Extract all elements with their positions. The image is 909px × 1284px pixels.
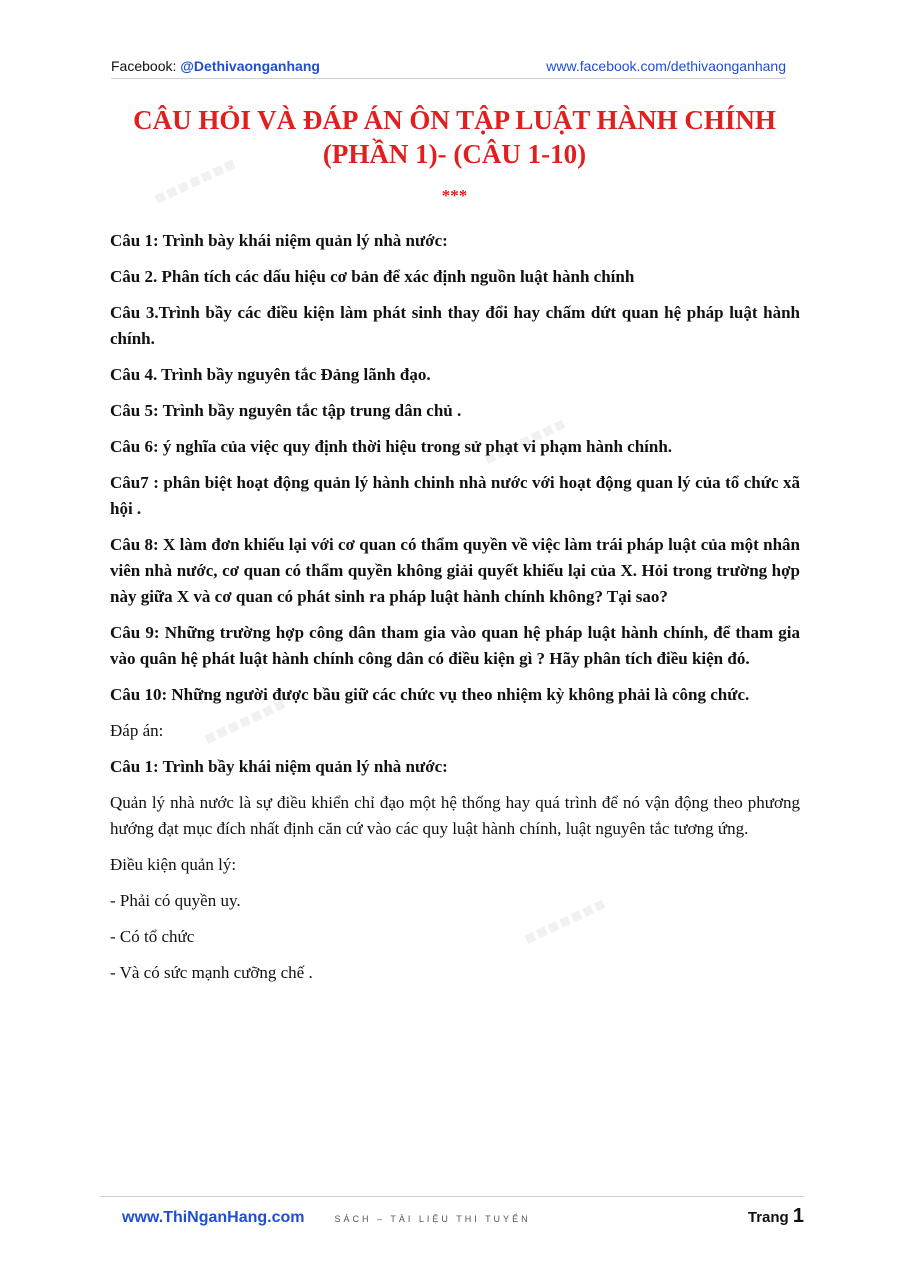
answer-1-text: Quản lý nhà nước là sự điều khiển chỉ đạo một hệ thống hay quá trình để nó vận động theo phương hướng đạt mục đích nhất định căn cứ vào các quy luật hành chính, luật nguyên tắc tương ứng. (110, 793, 800, 838)
watermark: ▪▪▪▪▪▪▪ (475, 403, 574, 479)
answers-label: Đáp án: (110, 721, 164, 740)
question-3: Câu 3.Trình bầy các điều kiện làm phát sinh thay đổi hay chấm dứt quan hệ pháp luật hành chính. (110, 303, 800, 348)
question-10: Câu 10: Những người được bầu giữ các chức vụ theo nhiệm kỳ không phải là công chức. (110, 685, 750, 704)
condition-item: - Phải có quyền uy. (110, 891, 241, 910)
question-1: Câu 1: Trình bày khái niệm quản lý nhà nước: (110, 231, 448, 250)
title-line-1: CÂU HỎI VÀ ĐÁP ÁN ÔN TẬP LUẬT HÀNH CHÍNH (133, 105, 776, 135)
facebook-handle-link[interactable]: @Dethivaonganhang (180, 58, 320, 74)
condition-item: - Có tổ chức (110, 927, 195, 946)
question-2: Câu 2. Phân tích các dấu hiệu cơ bản để xác định nguồn luật hành chính (110, 267, 635, 286)
question-7: Câu7 : phân biệt hoạt động quản lý hành chinh nhà nước với hoạt động quan lý của tổ chức xã hội . (110, 473, 800, 518)
page-title (100, 103, 809, 171)
watermark: ▪▪▪▪▪▪▪ (515, 883, 614, 959)
footer-tagline: SÁCH – TÀI LIỆU THI TUYỂN (334, 1214, 531, 1224)
page-footer (100, 1196, 804, 1228)
page-header (111, 58, 786, 79)
document-body (110, 228, 800, 996)
question-6: Câu 6: ý nghĩa của việc quy định thời hiệu trong sử phạt vi phạm hành chính. (110, 437, 673, 456)
facebook-url-link[interactable]: www.facebook.com/dethivaonganhang (546, 58, 786, 74)
question-5: Câu 5: Trình bầy nguyên tắc tập trung dân chủ . (110, 401, 462, 420)
facebook-label: Facebook: @Dethivaonganhang (111, 58, 320, 74)
watermark: ▪▪▪▪▪▪▪ (145, 143, 244, 219)
answer-1-heading: Câu 1: Trình bầy khái niệm quản lý nhà nước: (110, 757, 448, 776)
condition-item: - Và có sức mạnh cưỡng chế . (110, 963, 313, 982)
question-4: Câu 4. Trình bầy nguyên tắc Đảng lãnh đạo. (110, 365, 431, 384)
footer-site-link[interactable]: www.ThiNganHang.com (122, 1209, 305, 1226)
page-number: Trang 1 (747, 1205, 804, 1227)
title-line-2: (PHẦN 1)- (CÂU 1-10) (322, 139, 587, 169)
question-9: Câu 9: Những trường hợp công dân tham gia vào quan hệ pháp luật hành chính, để tham gia vào quân hệ phát luật hành chính công dân có điều kiện gì ? Hãy phân tích điều kiện đó. (110, 623, 800, 668)
watermark: ▪▪▪▪▪▪▪ (195, 683, 294, 759)
title-stars: *** (441, 186, 468, 205)
question-8: Câu 8: X làm đơn khiếu lại với cơ quan có thẩm quyền về việc làm trái pháp luật của một nhân viên nhà nước, cơ quan có thẩm quyền không giải quyết khiếu lại của X. Hỏi trong trường hợp này giữa X và cơ quan có phát sinh ra pháp luật hành chính không? Tại sao? (110, 535, 800, 606)
conditions-label: Điều kiện quản lý: (110, 855, 237, 874)
